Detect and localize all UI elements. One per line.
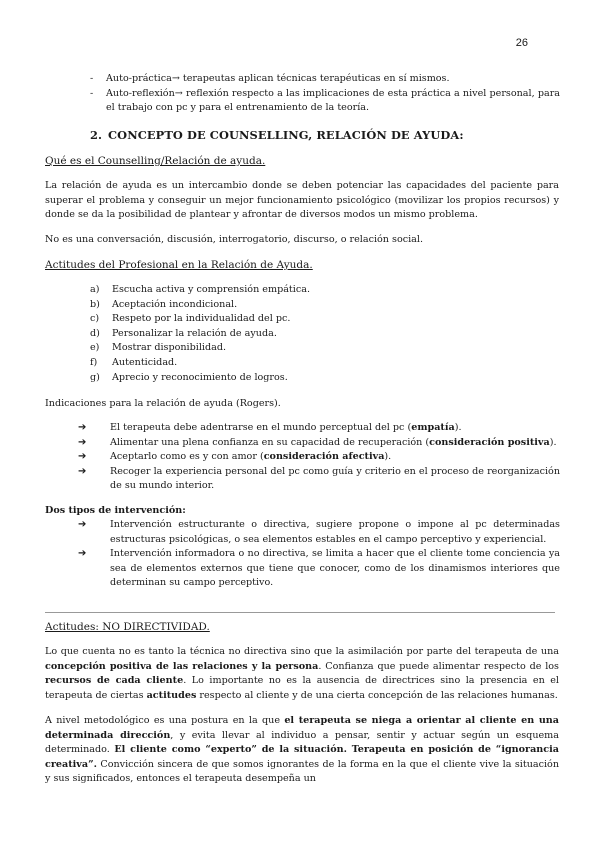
text-run: , y evita llevar al individuo a pensar, sentir y actuar según un esquema determinado. [45,729,559,756]
list-item [90,371,490,386]
list-item [90,327,490,342]
emphasis-text: consideración afectiva [263,451,385,463]
tipos-heading [45,504,559,519]
emphasis-text: El cliente como “experto” de la situación. Terapeuta en posición de “ignorancia creativa”. [45,744,559,770]
list-item-text: Mostrar disponibilidad. [112,342,227,354]
tipos-list [78,518,560,591]
list-item-text: Aprecio y reconocimiento de logros. [112,371,288,383]
list-item-text: Aceptarlo como es y con amor ( [110,451,264,463]
list-item-text: Recoger la experiencia personal del pc como guía y criterio en el proceso de reorganización de su mundo interior. [110,465,560,492]
list-item [78,450,560,465]
list-item [90,283,490,298]
emphasis-text: el terapeuta se niega a orientar al cliente en una determinada dirección [45,715,559,741]
paragraph-rogers-intro: Indicaciones para la relación de ayuda (Rogers). [45,398,281,409]
list-item [90,298,490,313]
list-marker: c) [90,313,100,325]
list-marker: a) [90,284,100,295]
dash-marker: - [90,73,94,84]
list-item [90,356,490,371]
arrow-icon: ➔ [78,436,87,448]
text-run: . Lo importante no es la ausencia de directrices sino la presencia en el terapeuta de ciertas [45,675,560,701]
list-item-text-end: ). [384,451,392,463]
list-item [78,465,560,494]
list-item [78,421,560,436]
arrow-icon: ➔ [78,519,87,530]
emphasis-text: concepción positiva de las relaciones y la persona [45,660,319,672]
list-item-text: Auto-práctica→ terapeutas aplican técnicas terapéuticas en sí mismos. [106,73,450,84]
list-item [90,341,490,356]
list-item-text: Autenticidad. [112,356,178,368]
arrow-icon: ➔ [78,465,87,477]
list-item-text: El terapeuta debe adentrarse en el mundo perceptual del pc ( [110,422,412,433]
arrow-icon: ➔ [78,422,87,433]
list-item-text: Escucha activa y comprensión empática. [112,284,311,295]
attitudes-list [90,283,490,385]
list-item [78,547,560,591]
list-marker: e) [90,342,100,354]
section-heading [90,128,464,143]
section-title: CONCEPTO DE COUNSELLING, RELACIÓN DE AYUDA: [108,128,464,142]
list-marker: g) [90,371,100,383]
text-run: Lo que cuenta no es tanto la técnica no directiva sino que la asimilación por parte del terapeuta de una [45,646,559,657]
page-number: 26 [515,37,528,49]
subheading-attitudes: Actitudes del Profesional en la Relación de Ayuda. [45,259,313,271]
subheading-no-directividad: Actitudes: NO DIRECTIVIDAD. [45,621,210,633]
list-item [78,518,560,547]
rogers-list [78,421,560,494]
list-item-text: Aceptación incondicional. [112,298,238,310]
text-run: . Confianza que puede alimentar respecto de los [318,660,559,672]
emphasis-text: recursos de cada cliente [45,675,184,687]
list-item-text: Alimentar una plena confianza en su capacidad de recuperación ( [110,436,430,448]
arrow-icon: ➔ [78,548,87,560]
list-item [78,436,560,451]
list-marker: f) [90,356,98,368]
text-run: A nivel metodológico es una postura en la que [45,715,285,726]
list-item-text: Personalizar la relación de ayuda. [112,327,277,339]
text-run: respecto al cliente y de una cierta concepción de las relaciones humanas. [196,689,558,701]
list-item-text: Respeto por la individualidad del pc. [112,313,291,325]
emphasis-text: empatía [411,422,455,433]
tipos-title: Dos tipos de intervención: [45,505,186,516]
list-marker: b) [90,298,100,310]
list-item-text-end: ). [454,422,462,433]
list-item-text: Auto-reflexión→ reflexión respecto a las implicaciones de esta práctica a nivel personal, para el trabajo con pc y para el entrenamiento de la teoría. [106,87,560,114]
dash-marker: - [90,87,94,99]
list-item [90,87,560,116]
paragraph-metodologico [45,714,559,787]
paragraph-definition: La relación de ayuda es un intercambio donde se deben potenciar las capacidades del paciente para superar el problema y conseguir un mejor funcionamiento psicológico (movilizar los propios recursos) y donde se da la posibilidad de plantear y afrontar de diversos modos un mismo problema. [45,180,559,221]
dash-list [90,72,560,116]
list-item [90,312,490,327]
list-item-text-end: ). [549,436,557,448]
emphasis-text: consideración positiva [429,436,550,448]
list-item-text: Intervención estructurante o directiva, sugiere propone o impone al pc determinadas estructuras psicológicas, o sea elementos estables en el campo perceptivo y experiencial. [110,519,560,545]
list-item [90,72,560,87]
paragraph-not-conversation: No es una conversación, discusión, interrogatorio, discurso, o relación social. [45,234,423,245]
list-marker: d) [90,327,100,339]
subheading-counselling: Qué es el Counselling/Relación de ayuda. [45,155,266,167]
divider-line [45,612,555,613]
emphasis-text: actitudes [146,689,197,701]
section-number: 2. [90,128,103,142]
paragraph-no-directividad [45,645,559,703]
text-run: Convicción sincera de que somos ignorantes de la forma en la que el cliente vive la situación y sus significados, entonces el terapeuta desempeña un [45,758,559,785]
list-item-text: Intervención informadora o no directiva, se limita a hacer que el cliente tome conciencia ya sea de elementos externos que tiene que conocer, como de los dinamismos interiores que determinan su campo perceptivo. [110,548,560,589]
arrow-icon: ➔ [78,451,87,463]
